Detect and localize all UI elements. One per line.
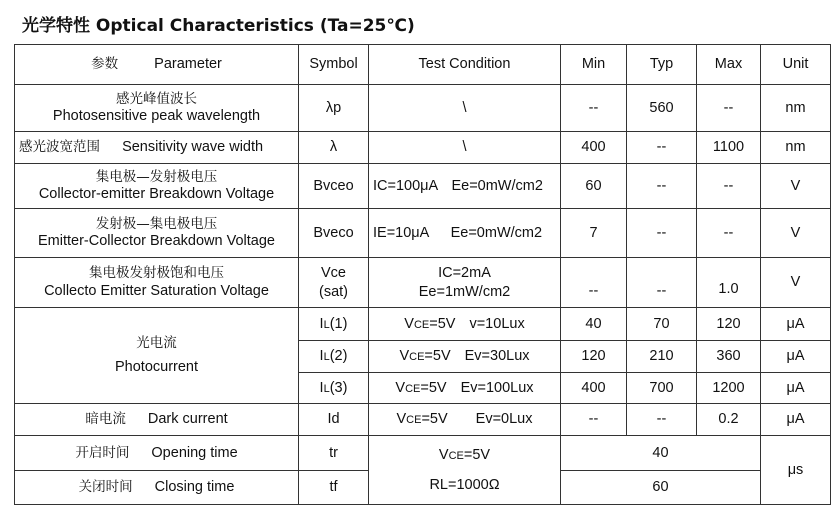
- param-cn: 集电极—发射极电压: [95, 168, 218, 185]
- header-typ: Typ: [627, 45, 697, 85]
- typ-cell: 210: [627, 341, 697, 373]
- condition-cell: [369, 209, 561, 258]
- condition-current: IC=2mA: [438, 265, 491, 282]
- cond-illuminance: Ev=30Lux: [464, 348, 530, 365]
- param-en: Sensitivity wave width: [122, 139, 264, 156]
- max-cell: 1200: [697, 373, 761, 404]
- table-row: [15, 258, 831, 308]
- condition-current: IE=10μA: [373, 224, 429, 241]
- condition-irradiance: Ee=0mW/cm2: [450, 224, 543, 241]
- param-cn: 暗电流: [85, 411, 126, 428]
- cond-voltage-main: V: [438, 446, 449, 463]
- max-cell: --: [697, 85, 761, 132]
- min-cell: 40: [561, 308, 627, 341]
- param-cell: [15, 471, 299, 505]
- condition-cell: [369, 341, 561, 373]
- symbol-cell: [299, 373, 369, 404]
- condition-cell: \: [369, 132, 561, 164]
- table-row: [15, 308, 831, 341]
- unit-cell: μA: [761, 308, 831, 341]
- param-en: Collector-emitter Breakdown Voltage: [38, 186, 275, 203]
- optical-characteristics-table: [14, 44, 831, 505]
- cond-voltage-subscript: CE: [409, 351, 425, 364]
- value-cell: 60: [561, 471, 761, 505]
- typ-cell: --: [627, 404, 697, 436]
- max-cell: 1.0: [697, 258, 761, 308]
- cond-illuminance: Ev=0Lux: [475, 411, 533, 428]
- min-cell: 400: [561, 132, 627, 164]
- param-en: Dark current: [147, 411, 228, 428]
- symbol-cell: λp: [299, 85, 369, 132]
- header-row: [15, 45, 831, 85]
- min-cell: 400: [561, 373, 627, 404]
- unit-cell: μA: [761, 341, 831, 373]
- max-cell: 120: [697, 308, 761, 341]
- symbol-main: I: [319, 379, 324, 396]
- symbol-index: (1): [329, 315, 348, 332]
- max-cell: 1100: [697, 132, 761, 164]
- table-row: [15, 209, 831, 258]
- min-cell: --: [561, 404, 627, 436]
- symbol-cell: Id: [299, 404, 369, 436]
- param-cell: [15, 164, 299, 209]
- symbol-index: (2): [329, 348, 348, 365]
- table-row: [15, 85, 831, 132]
- cond-voltage-value: =5V: [424, 348, 451, 365]
- symbol-main: I: [319, 348, 324, 365]
- param-cn: 感光波宽范围: [19, 139, 100, 156]
- symbol-cell: tr: [299, 436, 369, 471]
- param-en: Closing time: [154, 479, 235, 496]
- cond-voltage-main: V: [404, 315, 414, 332]
- min-cell: --: [561, 258, 627, 308]
- param-cn: 集电极发射极饱和电压: [89, 265, 224, 281]
- symbol-subscript: L: [323, 318, 330, 331]
- unit-cell: μs: [761, 436, 831, 505]
- max-cell: --: [697, 209, 761, 258]
- condition-cell: [369, 164, 561, 209]
- condition-cell: [369, 404, 561, 436]
- cond-voltage-value: =5V: [420, 379, 447, 396]
- param-cell: [15, 404, 299, 436]
- condition-cell: [369, 258, 561, 308]
- symbol-cell: [299, 308, 369, 341]
- param-cn: 光电流: [136, 335, 177, 351]
- typ-cell: --: [627, 258, 697, 308]
- cond-illuminance: v=10Lux: [469, 315, 525, 332]
- min-cell: --: [561, 85, 627, 132]
- min-cell: 120: [561, 341, 627, 373]
- param-en: Opening time: [151, 444, 238, 461]
- table-row: [15, 164, 831, 209]
- param-cn: 感光峰值波长: [116, 90, 197, 107]
- condition-cell: [369, 436, 561, 505]
- header-min: Min: [561, 45, 627, 85]
- typ-cell: 560: [627, 85, 697, 132]
- page-title: 光学特性 Optical Characteristics (Ta=25℃): [22, 16, 415, 36]
- symbol-index: (3): [329, 379, 348, 396]
- typ-cell: --: [627, 209, 697, 258]
- symbol-cell: [299, 341, 369, 373]
- condition-irradiance: Ee=1mW/cm2: [418, 283, 511, 300]
- table-row: [15, 132, 831, 164]
- table-row: [15, 404, 831, 436]
- param-cell: [15, 209, 299, 258]
- header-param-en: Parameter: [154, 56, 222, 73]
- symbol-subscript: L: [323, 382, 330, 395]
- unit-cell: μA: [761, 404, 831, 436]
- unit-cell: V: [761, 258, 831, 308]
- symbol-cell: Bveco: [299, 209, 369, 258]
- symbol-cell: tf: [299, 471, 369, 505]
- symbol-cell: λ: [299, 132, 369, 164]
- unit-cell: nm: [761, 85, 831, 132]
- cond-voltage-subscript: CE: [413, 318, 430, 331]
- cond-voltage-subscript: CE: [448, 449, 464, 462]
- param-cell: [15, 258, 299, 308]
- typ-cell: --: [627, 164, 697, 209]
- symbol-main: Vce: [321, 265, 346, 282]
- header-unit: Unit: [761, 45, 831, 85]
- min-cell: 7: [561, 209, 627, 258]
- header-symbol: Symbol: [299, 45, 369, 85]
- cond-voltage-subscript: CE: [406, 414, 422, 427]
- param-cell: [15, 85, 299, 132]
- cond-voltage-subscript: CE: [405, 382, 421, 395]
- header-param-cn: 参数: [91, 56, 119, 73]
- symbol-main: I: [319, 315, 324, 332]
- cond-voltage-main: V: [396, 411, 407, 428]
- param-en: Collecto Emitter Saturation Voltage: [44, 282, 269, 299]
- cond-illuminance: Ev=100Lux: [460, 379, 534, 396]
- symbol-subscript: L: [323, 351, 330, 364]
- condition-cell: \: [369, 85, 561, 132]
- symbol-suffix: (sat): [319, 283, 348, 300]
- header-test-condition: Test Condition: [369, 45, 561, 85]
- cond-voltage-main: V: [399, 348, 410, 365]
- unit-cell: V: [761, 209, 831, 258]
- condition-irradiance: Ee=0mW/cm2: [451, 177, 543, 194]
- max-cell: --: [697, 164, 761, 209]
- cond-voltage-value: =5V: [463, 446, 491, 463]
- condition-cell: [369, 308, 561, 341]
- unit-cell: nm: [761, 132, 831, 164]
- max-cell: 360: [697, 341, 761, 373]
- cond-voltage-value: =5V: [421, 411, 448, 428]
- cond-load-resistance: RL=1000Ω: [429, 477, 500, 493]
- typ-cell: 700: [627, 373, 697, 404]
- param-en: Photocurrent: [114, 358, 199, 375]
- cond-voltage-value: =5V: [429, 315, 456, 332]
- param-en: Emitter-Collector Breakdown Voltage: [38, 233, 275, 250]
- param-cell: [15, 308, 299, 404]
- param-cell: [15, 436, 299, 471]
- min-cell: 60: [561, 164, 627, 209]
- table-row: [15, 436, 831, 471]
- symbol-cell: [299, 258, 369, 308]
- max-cell: 0.2: [697, 404, 761, 436]
- unit-cell: μA: [761, 373, 831, 404]
- header-parameter: [15, 45, 299, 85]
- cond-voltage-main: V: [395, 379, 406, 396]
- condition-cell: [369, 373, 561, 404]
- param-cell: [15, 132, 299, 164]
- param-cn: 发射极—集电极电压: [95, 215, 218, 232]
- param-cn: 开启时间: [75, 444, 130, 461]
- unit-cell: V: [761, 164, 831, 209]
- condition-current: IC=100μA: [373, 177, 438, 194]
- param-cn: 关闭时间: [78, 479, 133, 496]
- header-max: Max: [697, 45, 761, 85]
- typ-cell: --: [627, 132, 697, 164]
- value-cell: 40: [561, 436, 761, 471]
- typ-cell: 70: [627, 308, 697, 341]
- cond-voltage: [373, 446, 556, 464]
- symbol-cell: Bvceo: [299, 164, 369, 209]
- param-en: Photosensitive peak wavelength: [52, 108, 261, 125]
